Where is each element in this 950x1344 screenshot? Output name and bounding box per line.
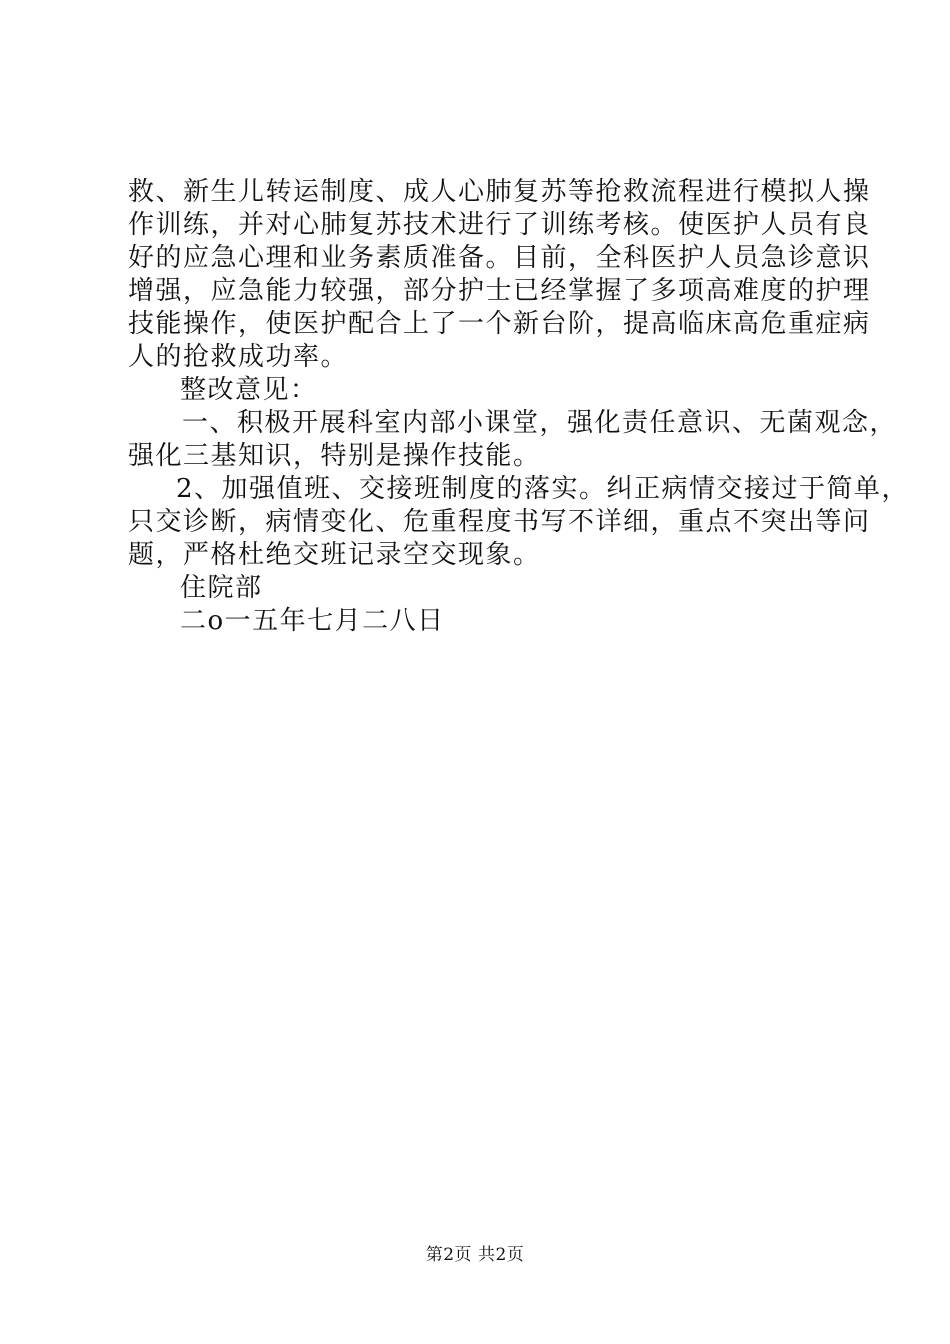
- signature-department: 住院部: [180, 573, 263, 603]
- rectification-item-2-line: 题，严格杜绝交班记录空交现象。: [128, 540, 541, 570]
- paragraph-line: 人的抢救成功率。: [128, 342, 349, 372]
- rectification-item-2-line: 只交诊断，病情变化、危重程度书写不详细，重点不突出等问: [128, 507, 871, 537]
- rectification-item-1-line: 强化三基知识，特别是操作技能。: [128, 441, 541, 471]
- paragraph-line: 作训练，并对心肺复苏技术进行了训练考核。使医护人员有良: [128, 210, 871, 240]
- paragraph-line: 增强，应急能力较强，部分护士已经掌握了多项高难度的护理: [128, 276, 871, 306]
- signature-date: 二o一五年七月二八日: [180, 606, 445, 636]
- document-body: [128, 176, 910, 638]
- rectification-item-2-line: 2、加强值班、交接班制度的落实。纠正病情交接过于简单，: [176, 474, 910, 504]
- paragraph-line: 好的应急心理和业务素质准备。目前，全科医护人员急诊意识: [128, 243, 871, 273]
- paragraph-line: 技能操作，使医护配合上了一个新台阶，提高临床高危重症病: [128, 309, 871, 339]
- page-number-footer: 第2页 共2页: [425, 1245, 525, 1265]
- rectification-item-1-line: 一、积极开展科室内部小课堂，强化责任意识、无菌观念，: [182, 408, 898, 438]
- rectification-heading: 整改意见：: [180, 375, 318, 405]
- paragraph-line: 救、新生儿转运制度、成人心肺复苏等抢救流程进行模拟人操: [128, 177, 871, 207]
